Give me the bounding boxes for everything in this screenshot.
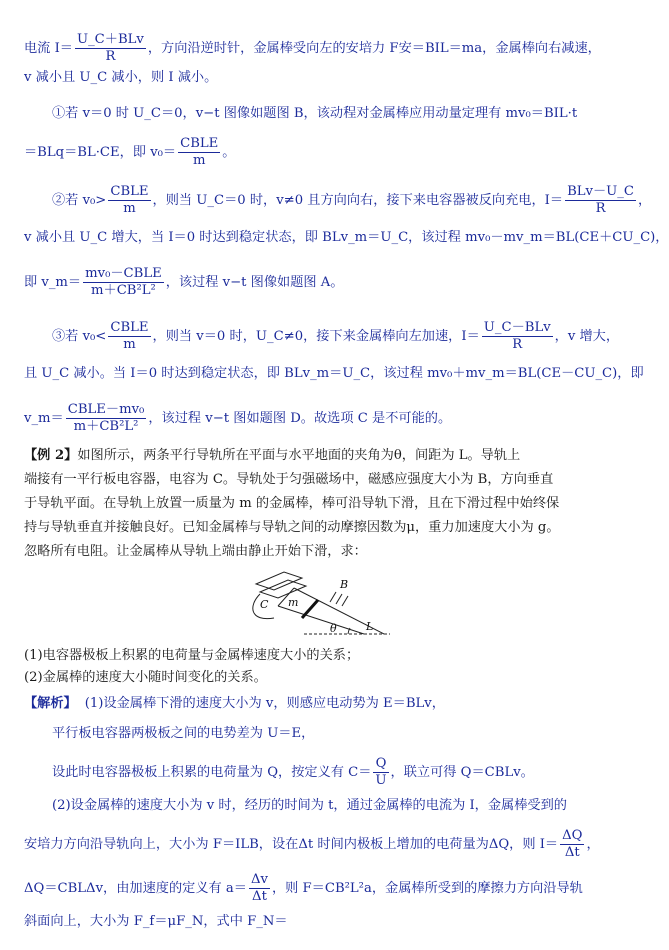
text-line: 即 v_m＝ $\frac{\text{mv₀－CBLE}}{\text{m＋CB²L²}}$ ，该过程 v−t 图像如题图 A。 bbox=[24, 266, 344, 298]
example-line: 于导轨平面。在导轨上放置一质量为 m 的金属棒，棒可沿导轨下滑，且在下滑过程中始终保 bbox=[24, 496, 560, 511]
field-arrow bbox=[330, 592, 336, 602]
example-line: 忽略所有电阻。让金属棒从导轨上端由静止开始下滑，求： bbox=[24, 544, 367, 559]
fraction: $\frac{Q}{U}$ bbox=[375, 756, 387, 788]
example-line: 持与导轨垂直并接触良好。已知金属棒与导轨之间的动摩擦因数为μ，重力加速度大小为 g。 bbox=[24, 520, 560, 535]
question-2: (2)金属棒的速度大小随时间变化的关系。 bbox=[24, 670, 267, 685]
text-line: v_m＝ $\frac{\text{CBLE－mv₀}}{\text{m＋CB²L²}}$ ，该过程 v−t 图如题图 D。故选项 C 是不可能的。 bbox=[24, 402, 452, 434]
solution-line: 【解析】 (1)设金属棒下滑的速度大小为 v，则感应电动势为 E＝BLv， bbox=[24, 696, 445, 711]
fraction: $\frac{\Delta v}{\Delta t}$ bbox=[250, 872, 268, 904]
solution-line: 设此时电容器极板上积累的电荷量为 Q，按定义有 C＝ $\frac{Q}{U}$ ，联立可得 Q＝CBLv。 bbox=[52, 756, 534, 788]
solution-tag: 【解析】 bbox=[24, 696, 77, 711]
fraction: $\frac{\Delta Q}{\Delta t}$ bbox=[562, 828, 583, 860]
capacitor-plate-top bbox=[256, 572, 302, 590]
text-line: ＝BLq＝BL·CE，即 v₀＝ $\frac{\text{CBLE}}{m}$ 。 bbox=[24, 136, 236, 168]
solution-line: (2)设金属棒的速度大小为 v 时，经历的时间为 t，通过金属棒的电流为 I，金属棒受到的 bbox=[52, 798, 567, 813]
rail-bottom bbox=[278, 606, 364, 634]
label-b: B bbox=[340, 578, 349, 591]
text-line: ②若 v₀> $\frac{\text{CBLE}}{m}$ ，则当 U_C＝0 时，v≠0 且方向向右，接下来电容器被反向充电，I＝ $\frac{\text{BLv－U\_C}}{R}$ ， bbox=[52, 184, 652, 216]
fraction: $\frac{\text{U\_C＋BLv}}{R}$ bbox=[76, 32, 144, 64]
solution-line: ΔQ＝CBLΔv，由加速度的定义有 a＝ $\frac{\Delta v}{\Delta t}$ ，则 F＝CB²L²a，金属棒所受到的摩擦力方向沿导轨 bbox=[24, 872, 583, 904]
capacitor-plate-bottom bbox=[260, 580, 306, 598]
solution-line: 安培力方向沿导轨向上，大小为 F＝ILB，设在Δt 时间内极板上增加的电荷量为ΔQ，则 I＝ $\frac{\Delta Q}{\Delta t}$ ， bbox=[24, 828, 600, 860]
text-line: v 减小且 U_C 增大，当 I＝0 时达到稳定状态，即 BLv_m＝U_C，该过程 mv₀－mv_m＝BL(CE＋CU_C)， bbox=[24, 230, 669, 245]
text-line: ①若 v＝0 时 U_C＝0，v−t 图像如题图 B，该动程对金属棒应用动量定理有 mv₀＝BIL·t bbox=[52, 106, 578, 121]
fraction: $\frac{\text{U\_C－BLv}}{R}$ bbox=[483, 320, 551, 352]
solution-line: 斜面向上，大小为 F_f＝μF_N，式中 F_N＝ bbox=[24, 912, 609, 932]
fraction: $\frac{\text{CBLE}}{m}$ bbox=[110, 320, 149, 352]
label-m: m bbox=[288, 596, 299, 609]
text-line: ③若 v₀< $\frac{\text{CBLE}}{m}$ ，则当 v＝0 时，U_C≠0，接下来金属棒向左加速，I＝ $\frac{\text{U\_C－BLv}}{R}$ ，v 增大， bbox=[52, 320, 620, 352]
fraction: $\frac{\text{mv₀－CBLE}}{\text{m＋CB²L²}}$ bbox=[85, 266, 162, 298]
example-line: 端接有一平行板电容器，电容为 C。导轨处于匀强磁场中，磁感应强度大小为 B，方向垂直 bbox=[24, 472, 554, 487]
metal-rod bbox=[302, 600, 318, 618]
label-c: C bbox=[260, 598, 269, 611]
fraction: $\frac{\text{CBLE－mv₀}}{\text{m＋CB²L²}}$ bbox=[67, 402, 145, 434]
field-arrow bbox=[342, 596, 348, 606]
incline-figure bbox=[244, 566, 394, 640]
fraction: $\frac{\text{BLv－U\_C}}{R}$ bbox=[567, 184, 634, 216]
fraction: $\frac{\text{CBLE}}{m}$ bbox=[180, 136, 219, 168]
incline-diagram bbox=[244, 566, 394, 640]
example-tag: 【例 2】 bbox=[24, 448, 78, 463]
example-line: 【例 2】如图所示，两条平行导轨所在平面与水平地面的夹角为θ，间距为 L。导轨上 bbox=[24, 448, 521, 463]
question-1: (1)电容器极板上积累的电荷量与金属棒速度大小的关系； bbox=[24, 648, 360, 663]
label-l: L bbox=[366, 620, 374, 633]
fade-out bbox=[288, 915, 328, 929]
field-arrow bbox=[336, 594, 342, 604]
solution-line: 平行板电容器两极板之间的电势差为 U＝E， bbox=[52, 726, 315, 741]
fraction: $\frac{\text{CBLE}}{m}$ bbox=[110, 184, 149, 216]
text-line: v 减小且 U_C 减小，则 I 减小。 bbox=[24, 70, 218, 85]
text-line: 电流 I＝ $\frac{\text{U\_C＋BLv}}{R}$ ，方向沿逆时针，金属棒受向左的安培力 F安＝BIL＝ma，金属棒向右减速， bbox=[24, 32, 601, 64]
text-line: 且 U_C 减小。当 I＝0 时达到稳定状态，即 BLv_m＝U_C，该过程 mv₀＋mv_m＝BL(CE－CU_C)，即 bbox=[24, 366, 644, 381]
label-theta: θ bbox=[330, 622, 337, 635]
